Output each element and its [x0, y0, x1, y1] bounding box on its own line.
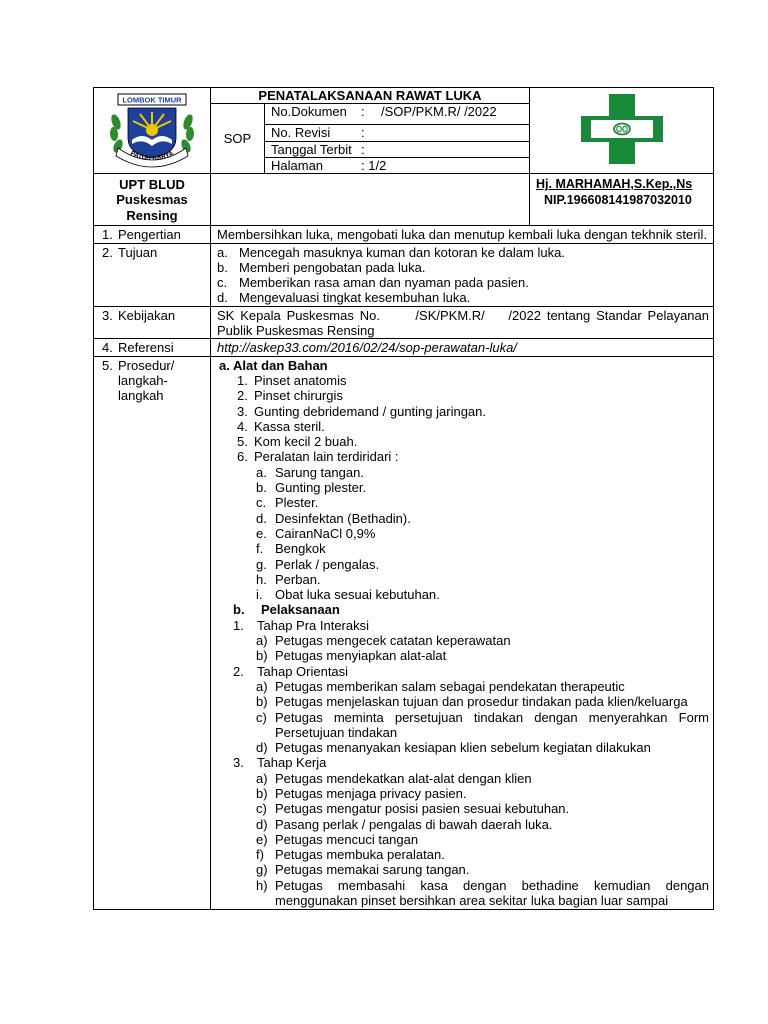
stage-heading: 1. Tahap Pra Interaksi: [233, 617, 370, 633]
list-item: a) Petugas memberikan salam sebagai pendekatan therapeutic: [256, 678, 625, 694]
label-pengertian: 1. Pengertian: [94, 226, 211, 243]
empty-cell: [211, 174, 530, 226]
list-item: g. Perlak / pengalas.: [256, 556, 380, 572]
label-referensi: 4. Referensi: [94, 339, 211, 356]
signer-name: Hj. MARHAMAH,S.Kep.,Ns: [536, 177, 693, 192]
list-item: i. Obat luka sesuai kebutuhan.: [256, 587, 440, 603]
list-item: d. Mengevaluasi tingkat kesembuhan luka.: [217, 290, 471, 306]
list-item: a. Mencegah masuknya kuman dan kotoran ke dalam luka.: [217, 244, 565, 260]
list-item: h) Petugas membasahi kasa dengan bethadine kemudian dengan menggunakan pinset bersihkan area sekitar luka bagian luar sampai: [256, 877, 709, 909]
sop-label: SOP: [211, 104, 265, 174]
list-item: e. CairanNaCl 0,9%: [256, 525, 376, 541]
list-item: b. Gunting plester.: [256, 480, 367, 496]
section-heading: b. Pelaksanaan: [233, 602, 340, 618]
label-kebijakan: 3. Kebijakan: [94, 306, 211, 339]
list-item: f. Bengkok: [256, 541, 326, 557]
list-item: d) Pasang perlak / pengalas di bawah daerah luka.: [256, 816, 553, 832]
list-item: c) Petugas meminta persetujuan tindakan dengan menyerahkan Form Persetujuan tindakan: [256, 709, 709, 740]
list-item: a) Petugas mengecek catatan keperawatan: [256, 633, 511, 649]
label-tujuan: 2. Tujuan: [94, 243, 211, 306]
list-item: b. Memberi pengobatan pada luka.: [217, 259, 426, 275]
list-item: a. Sarung tangan.: [256, 464, 364, 480]
list-item: f) Petugas membuka peralatan.: [256, 847, 445, 863]
list-item: c. Memberikan rasa aman dan nyaman pada pasien.: [217, 275, 529, 291]
list-item: b) Petugas menjaga privacy pasien.: [256, 785, 467, 801]
list-item: d) Petugas menanyakan kesiapan klien sebelum kegiatan dilakukan: [256, 740, 651, 756]
list-item: 5. Kom kecil 2 buah.: [237, 434, 358, 450]
health-logo-cell: [530, 88, 714, 174]
meta-tanggal-terbit: Tanggal Terbit :: [265, 141, 530, 157]
list-item: d. Desinfektan (Bethadin).: [256, 510, 411, 526]
lombok-timur-emblem-icon: [104, 92, 200, 170]
section-heading: a. Alat dan Bahan: [219, 357, 328, 373]
kebijakan-text: SK Kepala Puskesmas No. /SK/PKM.R/ /2022 tentang Standar Pelayanan Publik Puskesmas Rensing: [211, 306, 714, 339]
list-item: b) Petugas menjelaskan tujuan dan prosedur tindakan pada klien/keluarga: [256, 694, 688, 710]
referensi-link[interactable]: http://askep33.com/2016/02/24/sop-perawatan-luka/: [211, 339, 714, 356]
puskesmas-cross-icon: [573, 90, 671, 168]
tujuan-list: [211, 243, 714, 306]
meta-halaman: Halaman : 1/2: [265, 158, 530, 174]
list-item: c. Plester.: [256, 495, 319, 511]
list-item: h. Perban.: [256, 571, 321, 587]
emblem-ribbon-text: PATUH KARYA: [129, 149, 175, 162]
list-item: c) Petugas mengatur posisi pasien sesuai kebutuhan.: [256, 801, 570, 817]
organization-name: UPT BLUD Puskesmas Rensing: [94, 174, 211, 226]
list-item: g) Petugas memakai sarung tangan.: [256, 862, 470, 878]
signer-block: [530, 174, 714, 226]
document-title: PENATALAKSANAAN RAWAT LUKA: [211, 88, 530, 104]
regency-logo-cell: [94, 88, 211, 174]
list-item: b) Petugas menyiapkan alat-alat: [256, 648, 447, 664]
emblem-top-text: LOMBOK TIMUR: [122, 95, 182, 105]
list-item: 4. Kassa steril.: [237, 418, 325, 434]
list-item: 2. Pinset chirurgis: [237, 388, 343, 404]
sop-table: [93, 87, 714, 910]
list-item: a) Petugas mendekatkan alat-alat dengan klien: [256, 770, 532, 786]
signer-nip: NIP.196608141987032010: [544, 192, 692, 207]
emblem-sun: [146, 124, 158, 136]
list-item: 6. Peralatan lain terdiridari :: [237, 449, 399, 465]
list-item: 3. Gunting debridemand / gunting jaringan.: [237, 403, 486, 419]
label-prosedur: 5. Prosedur/ langkah- langkah: [94, 356, 211, 910]
stage-heading: 2. Tahap Orientasi: [233, 663, 349, 679]
stage-heading: 3. Tahap Kerja: [233, 755, 327, 771]
meta-no-dokumen: No.Dokumen : /SOP/PKM.R/ /2022: [265, 104, 530, 125]
list-item: e) Petugas mencuci tangan: [256, 831, 419, 847]
prosedur-content: [211, 356, 714, 910]
meta-no-revisi: No. Revisi :: [265, 125, 530, 141]
pengertian-text: Membersihkan luka, mengobati luka dan menutup kembali luka dengan tekhnik steril.: [211, 226, 714, 243]
list-item: 1. Pinset anatomis: [237, 372, 347, 388]
